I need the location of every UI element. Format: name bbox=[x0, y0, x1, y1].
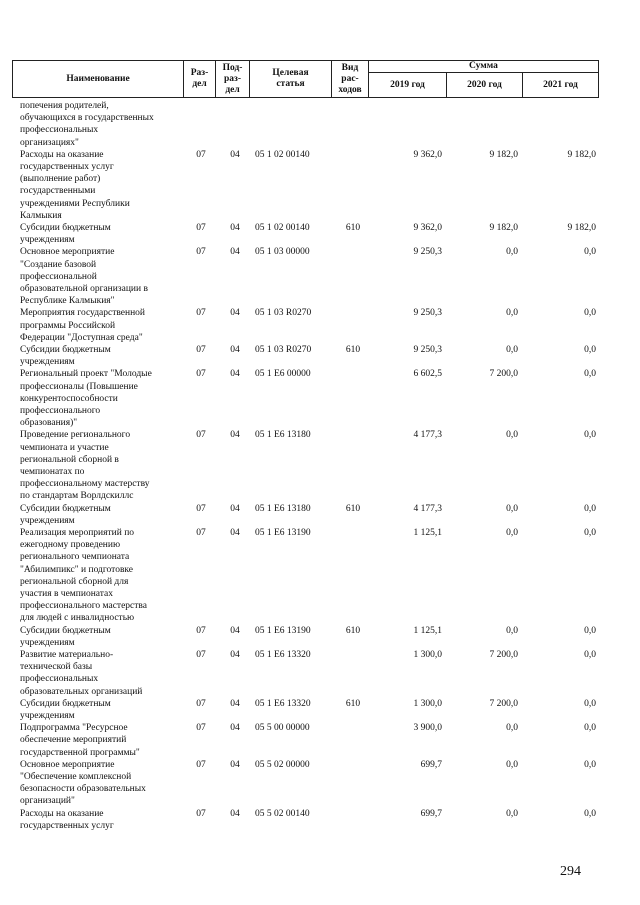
row-name: Мероприятия государственной программы Российской Федерации "Доступная среда" bbox=[20, 308, 146, 343]
row-podrazdel: 04 bbox=[230, 503, 240, 514]
row-razdel: 07 bbox=[196, 503, 206, 514]
row-podrazdel: 04 bbox=[230, 723, 240, 734]
row-sum-2019: 9 250,3 bbox=[413, 247, 442, 258]
row-celevaya: 05 5 02 00140 bbox=[255, 808, 310, 819]
row-sum-2021: 0,0 bbox=[584, 247, 596, 258]
row-celevaya: 05 1 03 R0270 bbox=[255, 308, 312, 319]
row-razdel: 07 bbox=[196, 369, 206, 380]
row-sum-2021: 0,0 bbox=[584, 308, 596, 319]
row-razdel: 07 bbox=[196, 723, 206, 734]
table-row bbox=[0, 527, 640, 625]
row-sum-2019: 1 125,1 bbox=[413, 528, 442, 538]
row-celevaya: 05 1 E6 13190 bbox=[255, 625, 311, 636]
row-sum-2019: 9 250,3 bbox=[413, 308, 442, 319]
table-row bbox=[0, 722, 640, 759]
header-razdel: Раз- дел bbox=[190, 68, 209, 89]
row-celevaya: 05 1 E6 13320 bbox=[255, 698, 311, 709]
row-name: Расходы на оказание государственных услуг bbox=[20, 808, 114, 831]
row-razdel: 07 bbox=[196, 308, 206, 319]
row-sum-2021: 0,0 bbox=[584, 650, 596, 660]
row-razdel: 07 bbox=[196, 808, 206, 819]
row-podrazdel: 04 bbox=[230, 650, 240, 660]
row-sum-2019: 6 602,5 bbox=[413, 369, 442, 380]
row-name: Развитие материально- технической базы профессиональных образовательных организаций bbox=[20, 650, 143, 697]
row-celevaya: 05 1 E6 13190 bbox=[255, 528, 311, 538]
header-name: Наименование bbox=[66, 73, 130, 84]
row-name: Субсидии бюджетным учреждениям bbox=[20, 698, 111, 721]
table-row bbox=[0, 759, 640, 808]
row-celevaya: 05 5 02 00000 bbox=[255, 759, 310, 770]
table-row bbox=[0, 503, 640, 527]
row-celevaya: 05 1 03 R0270 bbox=[255, 345, 312, 355]
row-sum-2020: 0,0 bbox=[506, 308, 518, 319]
row-razdel: 07 bbox=[196, 698, 206, 709]
row-celevaya: 05 1 02 00140 bbox=[255, 149, 310, 160]
table-row bbox=[0, 307, 640, 344]
row-sum-2020: 0,0 bbox=[506, 430, 518, 441]
row-name: Расходы на оказание государственных услуг (выполнение работ) государственными учреждениями Республики Калмыкия bbox=[20, 149, 130, 221]
row-podrazdel: 04 bbox=[230, 625, 240, 636]
row-sum-2020: 7 200,0 bbox=[489, 650, 518, 660]
table-row bbox=[0, 429, 640, 502]
table-row bbox=[0, 100, 640, 149]
row-sum-2021: 0,0 bbox=[584, 528, 596, 538]
table-row bbox=[0, 698, 640, 722]
table-row bbox=[0, 149, 640, 222]
row-celevaya: 05 1 E6 00000 bbox=[255, 369, 311, 380]
row-razdel: 07 bbox=[196, 650, 206, 660]
row-sum-2020: 0,0 bbox=[506, 759, 518, 770]
row-sum-2021: 0,0 bbox=[584, 369, 596, 380]
row-name: попечения родителей, обучающихся в государственных профессиональных организациях" bbox=[20, 101, 154, 148]
row-sum-2020: 0,0 bbox=[506, 625, 518, 636]
row-sum-2019: 4 177,3 bbox=[413, 430, 442, 441]
table-row bbox=[0, 625, 640, 649]
table-row bbox=[0, 649, 640, 698]
row-name: Реализация мероприятий по ежегодному проведению регионального чемпионата "Абилимпикс" и подготовке региональной сборной для участия в чемпионатах профессионального мастерства для людей с инвалидностью bbox=[20, 528, 147, 624]
row-vid: 610 bbox=[345, 625, 361, 636]
row-name: Субсидии бюджетным учреждениям bbox=[20, 503, 111, 526]
row-sum-2021: 0,0 bbox=[584, 430, 596, 441]
row-sum-2021: 9 182,0 bbox=[567, 149, 596, 160]
row-name: Субсидии бюджетным учреждениям bbox=[20, 345, 111, 368]
row-name: Субсидии бюджетным учреждениям bbox=[20, 223, 111, 246]
row-celevaya: 05 1 03 00000 bbox=[255, 247, 310, 258]
row-podrazdel: 04 bbox=[230, 808, 240, 819]
row-sum-2021: 0,0 bbox=[584, 345, 596, 355]
table-row bbox=[0, 344, 640, 368]
header-bottom-border bbox=[12, 97, 599, 98]
header-vid: Вид рас- ходов bbox=[338, 62, 362, 95]
table-row bbox=[0, 246, 640, 307]
row-sum-2019: 1 300,0 bbox=[413, 698, 442, 709]
row-sum-2020: 0,0 bbox=[506, 345, 518, 355]
row-sum-2021: 0,0 bbox=[584, 723, 596, 734]
page-number: 294 bbox=[560, 864, 581, 879]
row-razdel: 07 bbox=[196, 759, 206, 770]
row-razdel: 07 bbox=[196, 345, 206, 355]
row-celevaya: 05 1 02 00140 bbox=[255, 223, 310, 233]
row-sum-2019: 699,7 bbox=[420, 759, 442, 770]
header-podrazdel: Под- раз- дел bbox=[222, 62, 243, 95]
row-podrazdel: 04 bbox=[230, 369, 240, 380]
row-podrazdel: 04 bbox=[230, 528, 240, 538]
row-razdel: 07 bbox=[196, 528, 206, 538]
row-vid: 610 bbox=[345, 345, 361, 355]
header-2019: 2019 год bbox=[390, 79, 425, 90]
row-podrazdel: 04 bbox=[230, 759, 240, 770]
header-celevaya: Целевая статья bbox=[272, 68, 309, 89]
header-2020: 2020 год bbox=[467, 79, 502, 90]
row-podrazdel: 04 bbox=[230, 223, 240, 233]
header-2021: 2021 год bbox=[543, 79, 578, 90]
row-sum-2020: 0,0 bbox=[506, 808, 518, 819]
row-razdel: 07 bbox=[196, 223, 206, 233]
row-sum-2021: 0,0 bbox=[584, 808, 596, 819]
row-razdel: 07 bbox=[196, 149, 206, 160]
row-razdel: 07 bbox=[196, 430, 206, 441]
row-sum-2020: 0,0 bbox=[506, 723, 518, 734]
row-razdel: 07 bbox=[196, 247, 206, 258]
table-row bbox=[0, 368, 640, 429]
row-sum-2019: 4 177,3 bbox=[413, 503, 442, 514]
row-podrazdel: 04 bbox=[230, 345, 240, 355]
row-celevaya: 05 5 00 00000 bbox=[255, 723, 310, 734]
row-sum-2019: 1 125,1 bbox=[413, 625, 442, 636]
row-sum-2021: 0,0 bbox=[584, 698, 596, 709]
row-sum-2021: 9 182,0 bbox=[567, 223, 596, 233]
row-sum-2019: 1 300,0 bbox=[413, 650, 442, 660]
table-row bbox=[0, 808, 640, 832]
row-vid: 610 bbox=[345, 698, 361, 709]
row-podrazdel: 04 bbox=[230, 247, 240, 258]
row-razdel: 07 bbox=[196, 625, 206, 636]
row-name: Проведение регионального чемпионата и участие региональной сборной в чемпионатах по профессиональному мастерству по стандартам Ворлдскиллс bbox=[20, 430, 150, 502]
row-podrazdel: 04 bbox=[230, 308, 240, 319]
row-sum-2020: 0,0 bbox=[506, 247, 518, 258]
row-celevaya: 05 1 E6 13180 bbox=[255, 503, 311, 514]
row-sum-2020: 9 182,0 bbox=[489, 149, 518, 160]
row-sum-2020: 7 200,0 bbox=[489, 369, 518, 380]
row-podrazdel: 04 bbox=[230, 149, 240, 160]
row-vid: 610 bbox=[345, 503, 361, 514]
row-sum-2020: 7 200,0 bbox=[489, 698, 518, 709]
row-celevaya: 05 1 E6 13180 bbox=[255, 430, 311, 441]
table-row bbox=[0, 222, 640, 246]
row-sum-2019: 699,7 bbox=[420, 808, 442, 819]
row-name: Региональный проект "Молодые профессионалы (Повышение конкурентоспособности профессионального образования)" bbox=[20, 369, 152, 429]
row-podrazdel: 04 bbox=[230, 430, 240, 441]
row-name: Основное мероприятие "Создание базовой профессиональной образовательной организации в Республике Калмыкия" bbox=[20, 247, 148, 307]
border-right bbox=[598, 60, 599, 98]
row-sum-2021: 0,0 bbox=[584, 759, 596, 770]
row-name: Основное мероприятие "Обеспечение комплексной безопасности образовательных организаций" bbox=[20, 759, 146, 807]
table-header bbox=[0, 0, 640, 100]
row-celevaya: 05 1 E6 13320 bbox=[255, 650, 311, 660]
row-sum-2021: 0,0 bbox=[584, 625, 596, 636]
row-name: Субсидии бюджетным учреждениям bbox=[20, 625, 111, 648]
row-sum-2020: 0,0 bbox=[506, 528, 518, 538]
header-summa: Сумма bbox=[469, 61, 498, 71]
row-name: Подпрограмма "Ресурсное обеспечение мероприятий государственной программы" bbox=[20, 723, 140, 758]
row-sum-2021: 0,0 bbox=[584, 503, 596, 514]
row-sum-2019: 9 362,0 bbox=[413, 149, 442, 160]
row-sum-2020: 9 182,0 bbox=[489, 223, 518, 233]
row-sum-2019: 3 900,0 bbox=[413, 723, 442, 734]
row-sum-2019: 9 250,3 bbox=[413, 345, 442, 355]
row-sum-2019: 9 362,0 bbox=[413, 223, 442, 233]
row-vid: 610 bbox=[345, 223, 361, 233]
row-podrazdel: 04 bbox=[230, 698, 240, 709]
row-sum-2020: 0,0 bbox=[506, 503, 518, 514]
